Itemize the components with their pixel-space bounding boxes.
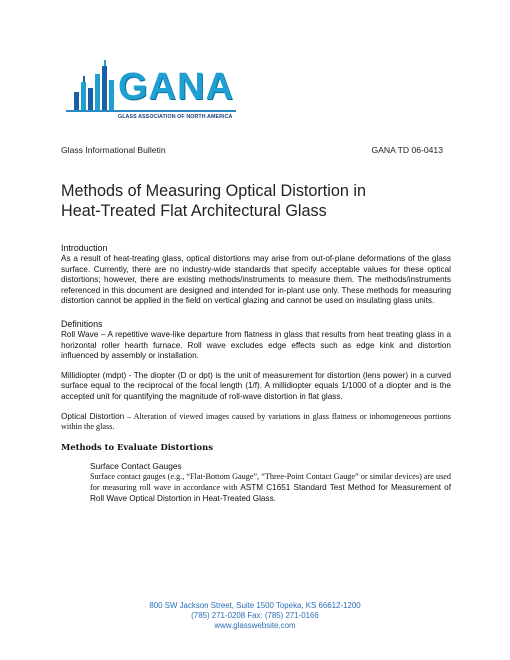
surface-contact-heading: Surface Contact Gauges [90, 461, 182, 472]
surface-contact-text-sans: ASTM C1651 Standard Test Method for Measurement of Roll Wave Optical Distortion in Heat-Treated Glass. [90, 482, 451, 503]
surface-contact-section [61, 461, 451, 504]
methods-heading: Methods to Evaluate Distortions [61, 441, 213, 452]
footer-phone: (785) 271-0208 Fax: (785) 271-0166 [191, 611, 319, 620]
logo-wordmark: GANA [118, 66, 234, 108]
introduction-heading: Introduction [61, 243, 108, 253]
footer-address: 800 SW Jackson Street, Suite 1500 Topeka, KS 66612-1200 [149, 601, 361, 610]
document-title [61, 181, 451, 221]
surface-contact-paragraph [90, 472, 451, 504]
bulletin-number: GANA TD 06-0413 [371, 145, 443, 155]
surface-contact-text-serif: Surface contact gauges (e.g., “Flat-Bottom Gauge”, “Three-Point Contact Gauge” or similar devices) are used for measuring roll wave in accordance with [90, 472, 451, 492]
introduction-paragraph: As a result of heat-treating glass, optical distortions may arise from out-of-plane deformations of the glass surface. Currently, there are no industry-wide standards that specify acceptable values for these optical distortions; however, there are existing methods/instruments to measure them. The methods/instruments referenced in this document are designed and intended for in-plant use only. These methods for measuring distortion cannot be applied in the field on vertical glazing and cannot be used on insulating glass units. [61, 254, 451, 306]
title-line-1: Methods of Measuring Optical Distortion in [61, 182, 367, 200]
definition-optical-distortion [61, 412, 451, 433]
gana-logo [66, 60, 236, 128]
page-footer [0, 601, 510, 631]
title-line-2: Heat-Treated Flat Architectural Glass [61, 202, 327, 220]
footer-website[interactable]: www.glasswebsite.com [214, 621, 296, 630]
definition-millidiopter: Millidiopter (mdpt) - The diopter (D or dpt) is the unit of measurement for distortion (lens power) in a curved surface equal to the reciprocal of the focal length (1/f). A millidiopter equals 1/1000 of a diopter and is the accepted unit for quantifying the magnitude of roll-wave distortion in flat glass. [61, 370, 451, 401]
bulletin-type: Glass Informational Bulletin [61, 145, 166, 155]
document-body [61, 243, 451, 504]
optical-distortion-term: Optical Distortion [61, 411, 125, 421]
logo-underline [66, 110, 236, 112]
optical-distortion-text: – Alteration of viewed images caused by variations in glass flatness or inhomogeneous portions within the glass. [61, 411, 451, 432]
logo-tagline: GLASS ASSOCIATION OF NORTH AMERICA [118, 114, 233, 120]
definitions-heading: Definitions [61, 318, 103, 329]
building-bars-icon [66, 60, 126, 128]
definition-roll-wave: Roll Wave – A repetitive wave-like departure from flatness in glass that results from heat treating glass in a horizontal roller hearth furnace. Roll wave excludes edge effects such as edge kink and distortion influenced by assembly or installation. [61, 329, 451, 361]
